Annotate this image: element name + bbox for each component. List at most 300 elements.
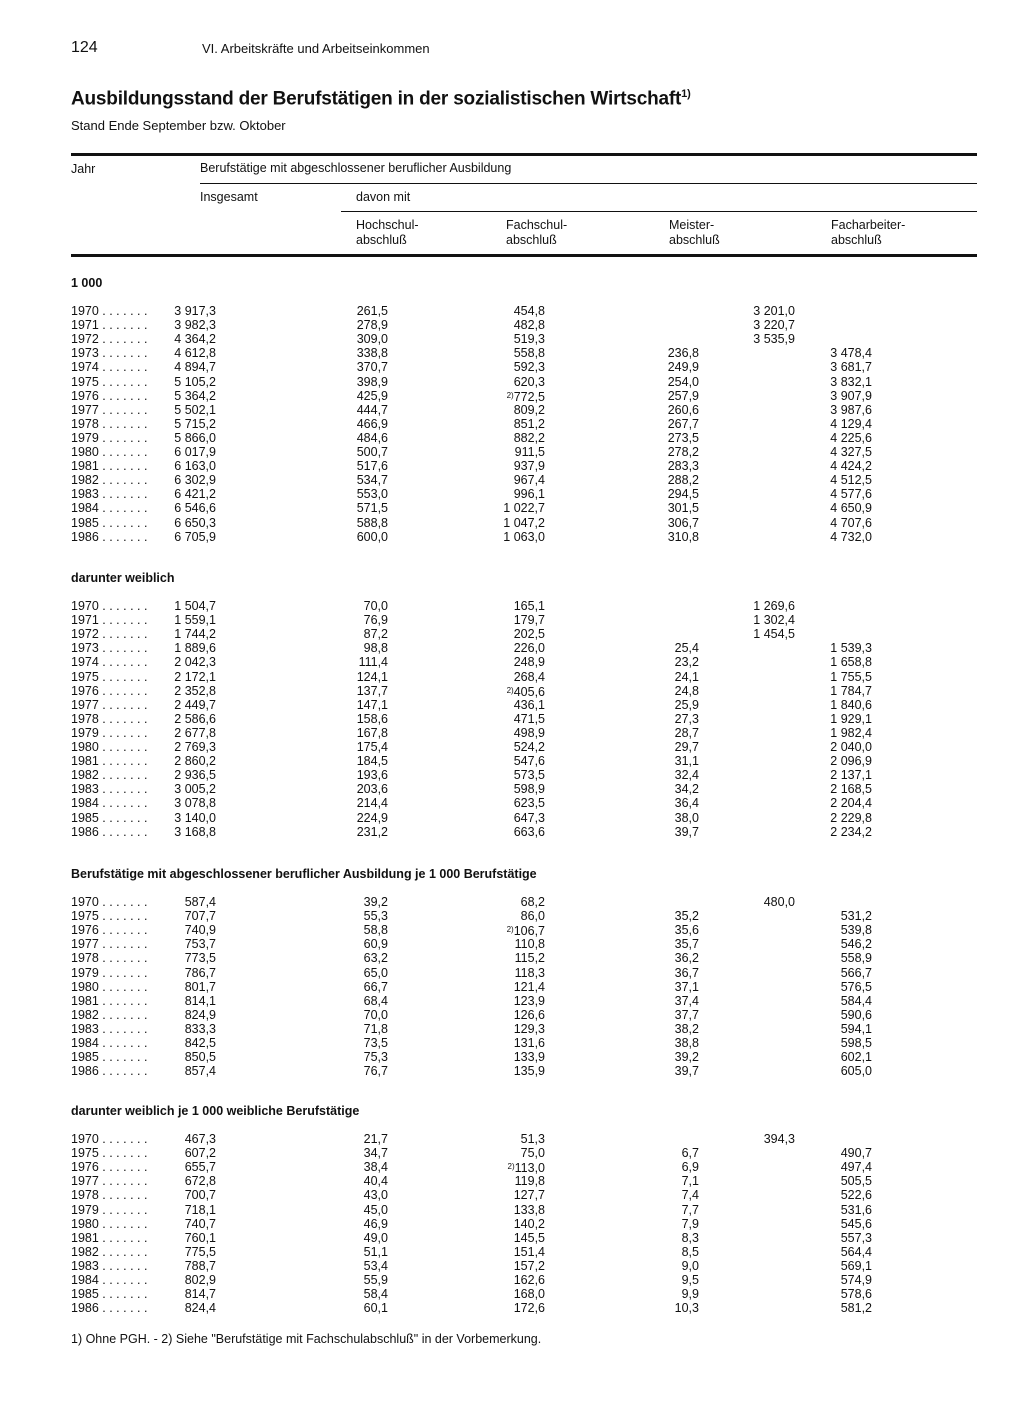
- year-cell: 1970 . . . . . . .: [71, 304, 148, 318]
- facharbeiter-cell: 522,6: [840, 1188, 872, 1203]
- fachschul-cell: 131,6: [513, 1036, 545, 1050]
- hochschul-cell: 21,7: [363, 1132, 388, 1146]
- hochschul-cell: 76,7: [363, 1064, 388, 1079]
- facharbeiter-cell: 3 987,6: [830, 402, 872, 417]
- facharbeiter-cell: 558,9: [840, 951, 872, 966]
- insgesamt-cell: 5 866,0: [174, 430, 216, 445]
- fachschul-cell: 123,9: [513, 993, 545, 1008]
- hochschul-cell: 484,6: [356, 430, 388, 445]
- insgesamt-cell: 3 078,8: [174, 796, 216, 811]
- hochschul-cell: 53,4: [363, 1258, 388, 1273]
- facharbeiter-cell: 581,2: [840, 1301, 872, 1316]
- hochschul-cell: 98,8: [363, 641, 388, 656]
- header-davon-rule: [341, 211, 977, 212]
- table-row: [0, 346, 1024, 360]
- hochschul-cell: 87,2: [363, 627, 388, 642]
- table-row: [0, 712, 1024, 726]
- fachschul-cell: 967,4: [513, 473, 545, 488]
- fachschul-cell: 882,2: [513, 430, 545, 445]
- section-title: 1 000: [71, 276, 103, 290]
- facharbeiter-cell: 2 229,8: [830, 810, 872, 825]
- year-cell: 1980 . . . . . . .: [71, 979, 148, 994]
- table-row: [0, 1008, 1024, 1022]
- meister-cell: 310,8: [667, 529, 699, 544]
- year-cell: 1978 . . . . . . .: [71, 711, 148, 726]
- meister-cell: 6,7: [681, 1146, 699, 1161]
- facharbeiter-cell: 4 129,4: [830, 416, 872, 431]
- year-cell: 1975 . . . . . . .: [71, 669, 148, 684]
- year-cell: 1984 . . . . . . .: [71, 1036, 148, 1050]
- fachschul-cell: 248,9: [513, 655, 545, 670]
- table-row: [0, 599, 1024, 613]
- fachschul-cell: 119,8: [514, 1174, 545, 1189]
- fachschul-cell: 482,8: [513, 318, 545, 333]
- facharbeiter-cell: 4 650,9: [830, 501, 872, 516]
- header-meister-line1: Meister-: [669, 218, 715, 232]
- meister-cell: 28,7: [674, 725, 699, 740]
- facharbeiter-cell: 578,6: [840, 1287, 872, 1302]
- hochschul-cell: 55,3: [363, 909, 388, 924]
- section-title: darunter weiblich: [71, 571, 175, 585]
- table-row: [0, 951, 1024, 965]
- table-row: [0, 1064, 1024, 1078]
- table-row: [0, 684, 1024, 698]
- insgesamt-cell: 3 982,3: [174, 318, 216, 333]
- insgesamt-cell: 760,1: [184, 1230, 216, 1245]
- meister-cell: 7,4: [681, 1188, 699, 1203]
- facharbeiter-cell: 4 327,5: [830, 445, 872, 459]
- insgesamt-cell: 1 744,2: [174, 627, 216, 642]
- year-cell: 1975 . . . . . . .: [71, 909, 148, 924]
- facharbeiter-cell: 490,7: [840, 1146, 872, 1161]
- year-cell: 1974 . . . . . . .: [71, 655, 148, 670]
- insgesamt-cell: 4 612,8: [174, 346, 216, 361]
- table-row: [0, 796, 1024, 810]
- table-row: [0, 895, 1024, 909]
- fachschul-cell: 226,0: [513, 641, 545, 656]
- hochschul-cell: 175,4: [356, 740, 388, 754]
- facharbeiter-cell: 4 732,0: [830, 529, 872, 544]
- table-row: [0, 768, 1024, 782]
- hochschul-cell: 76,9: [363, 613, 388, 628]
- meister-cell: 29,7: [674, 740, 699, 754]
- hochschul-cell: 147,1: [356, 697, 388, 712]
- facharbeiter-cell: 1 929,1: [830, 711, 872, 726]
- fachschul-cell: 647,3: [513, 810, 545, 825]
- facharbeiter-cell: 3 907,9: [830, 388, 872, 403]
- hochschul-cell: 338,8: [356, 346, 388, 361]
- insgesamt-cell: 3 140,0: [174, 810, 216, 825]
- insgesamt-cell: 6 705,9: [174, 529, 216, 544]
- year-cell: 1979 . . . . . . .: [71, 725, 148, 740]
- fachschul-cell: 809,2: [513, 402, 545, 417]
- fachschul-cell: [507, 389, 545, 404]
- facharbeiter-cell: 4 512,5: [830, 473, 872, 488]
- table-row: [0, 1022, 1024, 1036]
- table-row: [0, 1231, 1024, 1245]
- year-cell: 1982 . . . . . . .: [71, 473, 148, 488]
- year-cell: 1983 . . . . . . .: [71, 782, 148, 797]
- facharbeiter-cell: 3 681,7: [830, 360, 872, 375]
- year-cell: 1977 . . . . . . .: [71, 937, 148, 952]
- fachschul-cell: 454,8: [513, 304, 545, 318]
- insgesamt-cell: 3 005,2: [174, 782, 216, 797]
- facharbeiter-cell: 4 424,2: [830, 459, 872, 474]
- meister-facharbeiter-combined-cell: 1 302,4: [753, 613, 795, 628]
- header-hochschul-line2: abschluß: [356, 233, 407, 247]
- hochschul-cell: 38,4: [363, 1160, 388, 1175]
- table-title: [71, 88, 691, 110]
- fachschul-cell: 115,2: [514, 951, 545, 966]
- meister-cell: 39,7: [674, 824, 699, 839]
- insgesamt-cell: 814,1: [184, 993, 216, 1008]
- fachschul-cell: 127,7: [513, 1188, 545, 1203]
- insgesamt-cell: 2 936,5: [174, 768, 216, 783]
- meister-cell: 9,9: [681, 1287, 699, 1302]
- header-hochschul: [356, 218, 419, 248]
- meister-cell: 9,0: [681, 1258, 699, 1273]
- insgesamt-cell: 753,7: [184, 937, 216, 952]
- insgesamt-cell: 814,7: [184, 1287, 216, 1302]
- meister-cell: 6,9: [681, 1160, 699, 1175]
- fachschul-cell: 165,1: [513, 599, 545, 613]
- insgesamt-cell: 802,9: [184, 1273, 216, 1287]
- table-row: [0, 1259, 1024, 1273]
- table-row: [0, 994, 1024, 1008]
- table-row: [0, 909, 1024, 923]
- table-row: [0, 431, 1024, 445]
- table-row: [0, 459, 1024, 473]
- insgesamt-cell: 4 364,2: [174, 332, 216, 347]
- year-cell: 1986 . . . . . . .: [71, 824, 148, 839]
- hochschul-cell: 553,0: [356, 487, 388, 502]
- page-number: 124: [71, 39, 98, 56]
- year-cell: 1970 . . . . . . .: [71, 895, 148, 909]
- meister-facharbeiter-combined-cell: 3 220,7: [753, 318, 795, 333]
- fachschul-value: 405,6: [513, 684, 545, 699]
- hochschul-cell: 214,4: [356, 796, 388, 811]
- insgesamt-cell: 6 302,9: [174, 473, 216, 488]
- header-fachschul: [506, 218, 567, 248]
- hochschul-cell: 68,4: [363, 993, 388, 1008]
- meister-cell: 35,6: [674, 923, 699, 938]
- meister-facharbeiter-combined-cell: 1 269,6: [753, 599, 795, 613]
- table-subtitle: Stand Ende September bzw. Oktober: [71, 118, 286, 133]
- insgesamt-cell: 6 017,9: [174, 445, 216, 459]
- facharbeiter-cell: 1 755,5: [830, 669, 872, 684]
- fachschul-cell: 86,0: [520, 909, 545, 924]
- section-title: Berufstätige mit abgeschlossener beruflicher Ausbildung je 1 000 Berufstätige: [71, 867, 537, 881]
- insgesamt-cell: 3 917,3: [174, 304, 216, 318]
- fachschul-cell: 121,4: [513, 979, 545, 994]
- hochschul-cell: 75,3: [363, 1050, 388, 1065]
- insgesamt-cell: 740,9: [184, 923, 216, 938]
- year-cell: 1979 . . . . . . .: [71, 430, 148, 445]
- footnote-marker: 2): [506, 685, 514, 695]
- table-row: [0, 811, 1024, 825]
- fachschul-cell: [508, 1160, 545, 1175]
- year-cell: 1986 . . . . . . .: [71, 529, 148, 544]
- hochschul-cell: 425,9: [356, 388, 388, 403]
- insgesamt-cell: 2 449,7: [174, 697, 216, 712]
- insgesamt-cell: 587,4: [184, 895, 216, 909]
- year-cell: 1980 . . . . . . .: [71, 445, 148, 459]
- facharbeiter-cell: 2 168,5: [830, 782, 872, 797]
- facharbeiter-cell: 569,1: [840, 1258, 872, 1273]
- insgesamt-cell: 775,5: [184, 1244, 216, 1259]
- hochschul-cell: 71,8: [363, 1021, 388, 1036]
- year-cell: 1976 . . . . . . .: [71, 923, 148, 938]
- insgesamt-cell: 4 894,7: [174, 360, 216, 375]
- facharbeiter-cell: 594,1: [840, 1021, 872, 1036]
- insgesamt-cell: 672,8: [184, 1174, 216, 1189]
- insgesamt-cell: 2 860,2: [174, 754, 216, 769]
- year-cell: 1980 . . . . . . .: [71, 1216, 148, 1231]
- table-row: [0, 966, 1024, 980]
- hochschul-cell: 231,2: [356, 824, 388, 839]
- insgesamt-cell: 1 889,6: [174, 641, 216, 656]
- meister-cell: 36,4: [674, 796, 699, 811]
- fachschul-cell: 1 022,7: [503, 501, 545, 516]
- insgesamt-cell: 718,1: [184, 1202, 216, 1217]
- meister-cell: 8,3: [681, 1230, 699, 1245]
- hochschul-cell: 466,9: [356, 416, 388, 431]
- insgesamt-cell: 607,2: [184, 1146, 216, 1161]
- year-cell: 1981 . . . . . . .: [71, 459, 148, 474]
- insgesamt-cell: 5 105,2: [174, 374, 216, 389]
- facharbeiter-cell: 576,5: [840, 979, 872, 994]
- fachschul-cell: 911,5: [514, 445, 545, 459]
- year-cell: 1982 . . . . . . .: [71, 1007, 148, 1022]
- table-row: [0, 417, 1024, 431]
- insgesamt-cell: 850,5: [184, 1050, 216, 1065]
- hochschul-cell: 184,5: [356, 754, 388, 769]
- table-row: [0, 530, 1024, 544]
- facharbeiter-cell: 531,2: [840, 909, 872, 924]
- insgesamt-cell: 788,7: [184, 1258, 216, 1273]
- insgesamt-cell: 6 546,6: [174, 501, 216, 516]
- year-cell: 1985 . . . . . . .: [71, 1287, 148, 1302]
- facharbeiter-cell: 584,4: [840, 993, 872, 1008]
- facharbeiter-cell: 2 096,9: [830, 754, 872, 769]
- fachschul-cell: 118,3: [514, 965, 545, 980]
- header-meister-line2: abschluß: [669, 233, 720, 247]
- hochschul-cell: 309,0: [356, 332, 388, 347]
- fachschul-cell: 162,6: [513, 1273, 545, 1287]
- facharbeiter-cell: 539,8: [840, 923, 872, 938]
- insgesamt-cell: 467,3: [184, 1132, 216, 1146]
- fachschul-cell: 547,6: [513, 754, 545, 769]
- header-facharbeiter-line1: Facharbeiter-: [831, 218, 906, 232]
- table-row: [0, 1273, 1024, 1287]
- table-row: [0, 1174, 1024, 1188]
- header-fachschul-line1: Fachschul-: [506, 218, 568, 232]
- fachschul-cell: 172,6: [513, 1301, 545, 1316]
- year-cell: 1973 . . . . . . .: [71, 641, 148, 656]
- year-cell: 1978 . . . . . . .: [71, 951, 148, 966]
- insgesamt-cell: 2 172,1: [174, 669, 216, 684]
- facharbeiter-cell: 1 539,3: [830, 641, 872, 656]
- year-cell: 1978 . . . . . . .: [71, 416, 148, 431]
- meister-cell: 27,3: [674, 711, 699, 726]
- meister-facharbeiter-combined-cell: 394,3: [763, 1132, 795, 1146]
- table-row: [0, 670, 1024, 684]
- table-row: [0, 782, 1024, 796]
- fachschul-cell: 519,3: [513, 332, 545, 347]
- hochschul-cell: 444,7: [356, 402, 388, 417]
- facharbeiter-cell: 546,2: [840, 937, 872, 952]
- insgesamt-cell: 707,7: [184, 909, 216, 924]
- meister-cell: 7,7: [681, 1202, 699, 1217]
- year-cell: 1979 . . . . . . .: [71, 965, 148, 980]
- table-row: [0, 403, 1024, 417]
- header-jahr: Jahr: [71, 162, 96, 176]
- facharbeiter-cell: 2 234,2: [830, 824, 872, 839]
- year-cell: 1971 . . . . . . .: [71, 613, 148, 628]
- hochschul-cell: 58,4: [363, 1287, 388, 1302]
- meister-cell: 301,5: [667, 501, 699, 516]
- year-cell: 1979 . . . . . . .: [71, 1202, 148, 1217]
- year-cell: 1971 . . . . . . .: [71, 318, 148, 333]
- insgesamt-cell: 6 650,3: [174, 515, 216, 530]
- table-row: [0, 825, 1024, 839]
- insgesamt-cell: 2 042,3: [174, 655, 216, 670]
- facharbeiter-cell: 4 225,6: [830, 430, 872, 445]
- meister-cell: 35,2: [674, 909, 699, 924]
- facharbeiter-cell: 3 478,4: [830, 346, 872, 361]
- fachschul-cell: 110,8: [514, 937, 545, 952]
- insgesamt-cell: 2 352,8: [174, 683, 216, 698]
- fachschul-cell: 75,0: [520, 1146, 545, 1161]
- insgesamt-cell: 655,7: [184, 1160, 216, 1175]
- facharbeiter-cell: 605,0: [840, 1064, 872, 1079]
- fachschul-cell: 135,9: [513, 1064, 545, 1079]
- hochschul-cell: 398,9: [356, 374, 388, 389]
- facharbeiter-cell: 497,4: [840, 1160, 872, 1175]
- meister-cell: 8,5: [681, 1244, 699, 1259]
- year-cell: 1983 . . . . . . .: [71, 1021, 148, 1036]
- header-fachschul-line2: abschluß: [506, 233, 557, 247]
- insgesamt-cell: 2 677,8: [174, 725, 216, 740]
- meister-cell: 31,1: [674, 754, 699, 769]
- insgesamt-cell: 824,4: [184, 1301, 216, 1316]
- meister-cell: 288,2: [667, 473, 699, 488]
- meister-cell: 37,1: [674, 979, 699, 994]
- meister-cell: 36,2: [674, 951, 699, 966]
- table-row: [0, 1245, 1024, 1259]
- year-cell: 1976 . . . . . . .: [71, 388, 148, 403]
- fachschul-cell: 145,5: [513, 1230, 545, 1245]
- fachschul-cell: 179,7: [513, 613, 545, 628]
- year-cell: 1985 . . . . . . .: [71, 810, 148, 825]
- insgesamt-cell: 1 559,1: [174, 613, 216, 628]
- fachschul-cell: 168,0: [513, 1287, 545, 1302]
- table-row: [0, 1132, 1024, 1146]
- meister-facharbeiter-combined-cell: 480,0: [763, 895, 795, 909]
- insgesamt-cell: 842,5: [184, 1036, 216, 1050]
- facharbeiter-cell: 2 040,0: [830, 740, 872, 754]
- facharbeiter-cell: 598,5: [840, 1036, 872, 1050]
- table-row: [0, 923, 1024, 937]
- header-bottom-rule: [71, 254, 977, 257]
- year-cell: 1984 . . . . . . .: [71, 501, 148, 516]
- facharbeiter-cell: 1 784,7: [830, 683, 872, 698]
- table-row: [0, 487, 1024, 501]
- fachschul-cell: 1 063,0: [503, 529, 545, 544]
- meister-cell: 38,2: [674, 1021, 699, 1036]
- year-cell: 1982 . . . . . . .: [71, 768, 148, 783]
- insgesamt-cell: 857,4: [184, 1064, 216, 1079]
- year-cell: 1983 . . . . . . .: [71, 487, 148, 502]
- title-footnote-marker: 1): [681, 88, 691, 100]
- meister-cell: 254,0: [667, 374, 699, 389]
- insgesamt-cell: 786,7: [184, 965, 216, 980]
- header-insgesamt: Insgesamt: [200, 190, 258, 204]
- year-cell: 1975 . . . . . . .: [71, 1146, 148, 1161]
- fachschul-cell: 996,1: [513, 487, 545, 502]
- year-cell: 1975 . . . . . . .: [71, 374, 148, 389]
- meister-cell: 37,7: [674, 1007, 699, 1022]
- table-row: [0, 980, 1024, 994]
- footnote-marker: 2): [507, 1162, 515, 1172]
- year-cell: 1970 . . . . . . .: [71, 599, 148, 613]
- insgesamt-cell: 3 168,8: [174, 824, 216, 839]
- hochschul-cell: 60,1: [363, 1301, 388, 1316]
- meister-cell: 278,2: [667, 445, 699, 459]
- hochschul-cell: 370,7: [356, 360, 388, 375]
- year-cell: 1985 . . . . . . .: [71, 1050, 148, 1065]
- hochschul-cell: 588,8: [356, 515, 388, 530]
- table-row: [0, 473, 1024, 487]
- facharbeiter-cell: 2 137,1: [830, 768, 872, 783]
- facharbeiter-cell: 574,9: [840, 1273, 872, 1287]
- fachschul-cell: 598,9: [513, 782, 545, 797]
- fachschul-cell: [507, 923, 545, 938]
- fachschul-cell: 133,8: [513, 1202, 545, 1217]
- table-row: [0, 641, 1024, 655]
- meister-cell: 38,8: [674, 1036, 699, 1050]
- fachschul-cell: [507, 684, 545, 699]
- footnote-marker: 2): [506, 390, 514, 400]
- year-cell: 1974 . . . . . . .: [71, 360, 148, 375]
- table-row: [0, 360, 1024, 374]
- hochschul-cell: 500,7: [356, 445, 388, 459]
- fachschul-cell: 663,6: [513, 824, 545, 839]
- meister-cell: 273,5: [667, 430, 699, 445]
- year-cell: 1981 . . . . . . .: [71, 993, 148, 1008]
- meister-cell: 257,9: [667, 388, 699, 403]
- meister-facharbeiter-combined-cell: 3 535,9: [753, 332, 795, 347]
- fachschul-value: 772,5: [513, 389, 545, 404]
- facharbeiter-cell: 4 577,6: [830, 487, 872, 502]
- insgesamt-cell: 2 586,6: [174, 711, 216, 726]
- facharbeiter-cell: 602,1: [840, 1050, 872, 1065]
- facharbeiter-cell: 4 707,6: [830, 515, 872, 530]
- year-cell: 1976 . . . . . . .: [71, 683, 148, 698]
- year-cell: 1973 . . . . . . .: [71, 346, 148, 361]
- table-row: [0, 389, 1024, 403]
- table-row: [0, 516, 1024, 530]
- meister-cell: 249,9: [667, 360, 699, 375]
- insgesamt-cell: 5 715,2: [174, 416, 216, 431]
- fachschul-cell: 436,1: [513, 697, 545, 712]
- hochschul-cell: 158,6: [356, 711, 388, 726]
- insgesamt-cell: 740,7: [184, 1216, 216, 1231]
- table-row: [0, 1146, 1024, 1160]
- table-row: [0, 1050, 1024, 1064]
- header-facharbeiter: [831, 218, 905, 248]
- table-row: [0, 754, 1024, 768]
